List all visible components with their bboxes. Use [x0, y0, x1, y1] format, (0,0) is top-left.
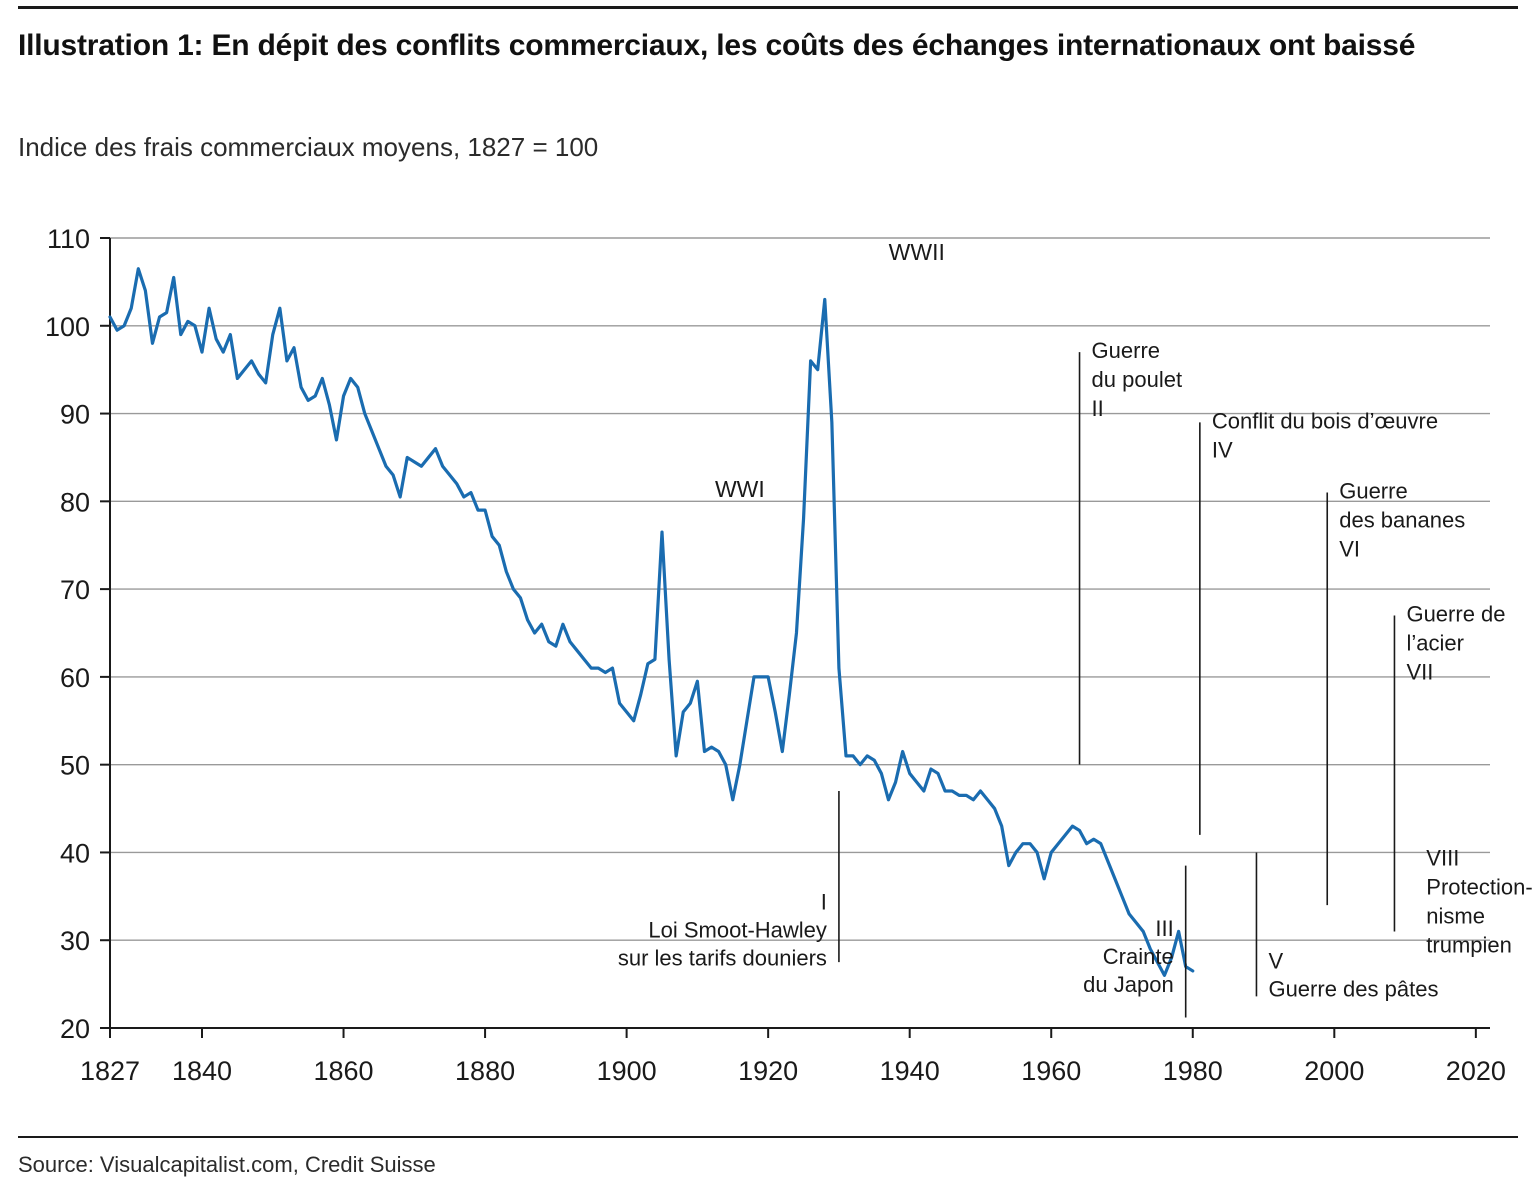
annotations-layer: [618, 239, 1533, 1018]
annotation-iii-text-line1: Crainte: [1102, 943, 1174, 969]
x-tick-label: 1827: [79, 1056, 141, 1086]
y-tick-label: 40: [59, 838, 90, 869]
y-tick-label: 20: [59, 1014, 90, 1044]
source-note: Source: Visualcapitalist.com, Credit Suisse: [18, 1152, 436, 1177]
line-chart: [0, 200, 1536, 1100]
y-tick-label: 30: [59, 926, 90, 957]
annotation-ii-marker: II: [1091, 396, 1104, 422]
chart-canvas: [0, 200, 1536, 1100]
y-axis-tick-labels: [45, 224, 90, 1044]
y-tick-label: 60: [59, 662, 90, 693]
y-tick-label: 50: [59, 750, 90, 781]
y-tick-label: 70: [59, 575, 90, 606]
gridlines: [110, 238, 1490, 1028]
x-tick-label: 1960: [1021, 1056, 1082, 1086]
annotation-vii-text-line1: Guerre de: [1406, 601, 1506, 627]
annotation-viii-text-line3: trumpien: [1426, 932, 1512, 958]
annotation-ii-text-line1: Guerre: [1091, 338, 1161, 364]
y-tick-label: 110: [46, 224, 90, 254]
x-axis-tick-labels: [80, 1056, 1506, 1086]
x-tick-label: 1920: [738, 1056, 799, 1086]
annotation-iv-marker: IV: [1211, 437, 1233, 463]
y-tick-label: 90: [59, 399, 90, 430]
annotation-viii-text-line2: nisme: [1426, 903, 1485, 929]
y-tick-label: 100: [44, 311, 90, 342]
x-tick-label: 2020: [1445, 1056, 1506, 1086]
annotation-ii-text-line2: du poulet: [1091, 367, 1183, 393]
x-tick-label: 1880: [455, 1056, 516, 1086]
y-tick-label: 80: [59, 487, 90, 518]
page-subtitle: Indice des frais commerciaux moyens, 1827 = 100: [18, 132, 599, 162]
annotation-i-text-line1: Loi Smoot-Hawley: [648, 917, 827, 943]
annotation-v-text-line1: Guerre des pâtes: [1268, 976, 1439, 1002]
top-divider: [18, 6, 1518, 9]
annotation-i-text-line2: sur les tarifs douniers: [617, 945, 827, 971]
page-title: Illustration 1: En dépit des conflits commerciaux, les coûts des échanges internationaux ont baissé: [18, 29, 1416, 62]
annotation-vii-marker: VII: [1406, 659, 1434, 685]
x-tick-label: 1980: [1162, 1056, 1223, 1086]
annotation-vii-text-line2: l’acier: [1406, 630, 1464, 656]
annotation-vi-text-line1: Guerre: [1339, 478, 1408, 504]
annotation-iii-marker: III: [1155, 915, 1174, 941]
x-tick-label: 2000: [1304, 1056, 1365, 1086]
annotation-v-marker: V: [1268, 948, 1284, 974]
annotation-wwii-label: WWII: [888, 238, 945, 265]
annotation-iv-text-line1: Conflit du bois d’œuvre: [1211, 408, 1439, 434]
annotation-viii-marker: VIII: [1426, 845, 1460, 871]
x-tick-label: 1840: [171, 1056, 233, 1086]
x-tick-label: 1940: [879, 1056, 940, 1086]
annotation-iii-text-line2: du Japon: [1083, 972, 1174, 998]
annotation-vi-marker: VI: [1339, 536, 1361, 562]
annotation-vi-text-line2: des bananes: [1339, 507, 1466, 533]
annotation-i-marker: I: [820, 889, 827, 915]
bottom-divider: [18, 1136, 1518, 1138]
x-tick-label: 1860: [313, 1056, 374, 1086]
annotation-viii-text-line1: Protection-: [1426, 874, 1533, 900]
annotation-wwi-label: WWI: [714, 475, 765, 502]
series-line-trade-cost-index: [110, 269, 1193, 976]
x-tick-label: 1900: [596, 1056, 657, 1086]
